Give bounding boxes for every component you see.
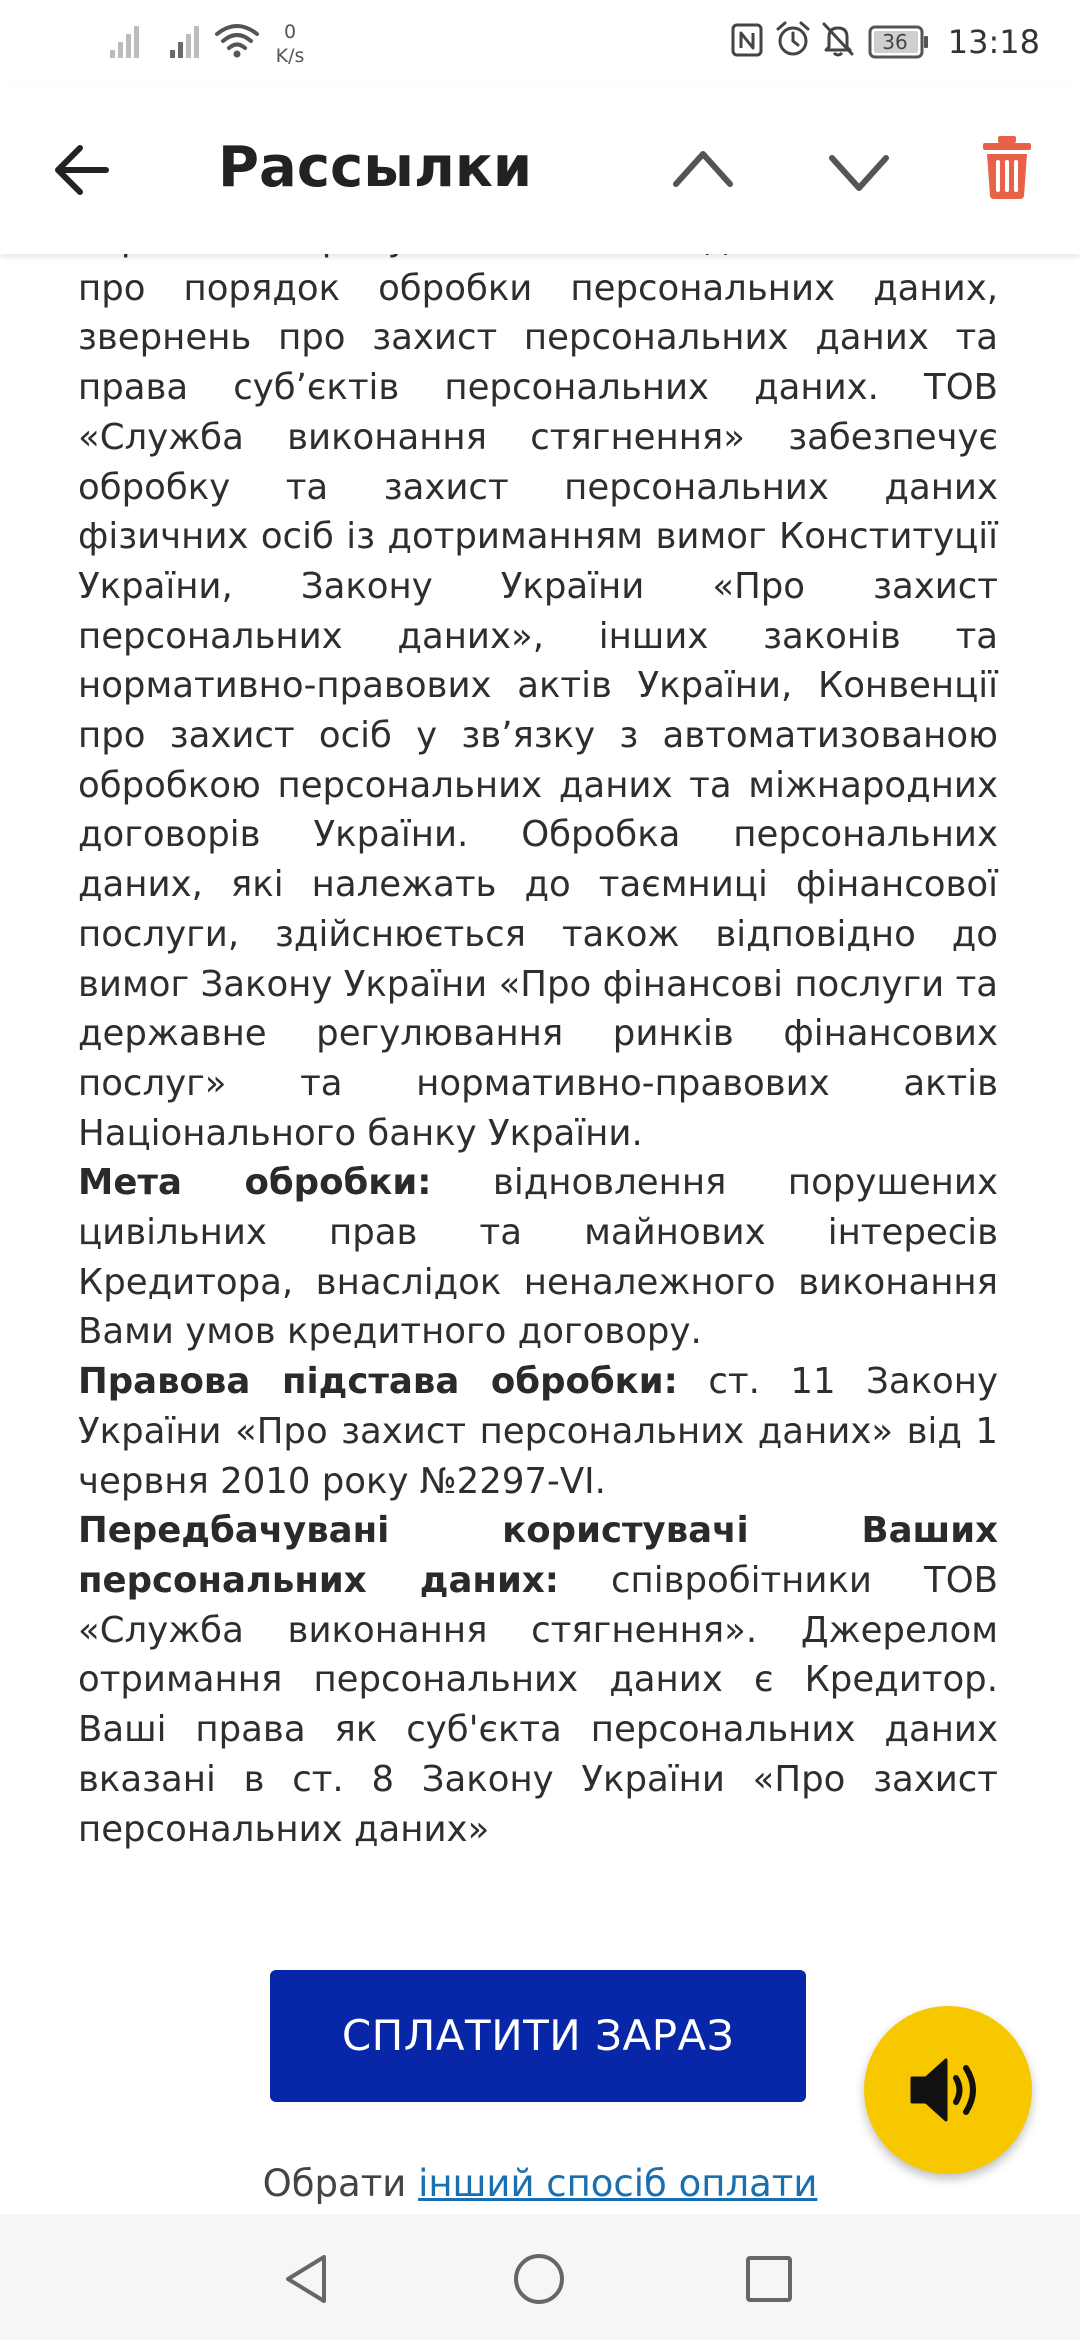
legal-basis-text: ст. 11 Закону України «Про захист персональних даних» від 1 червня 2010 року №2297-VI. (78, 1361, 998, 1502)
alarm-icon (774, 20, 812, 62)
arrow-left-icon (50, 140, 116, 200)
back-button[interactable] (50, 140, 116, 200)
processing-purpose-text: відновлення порушених цивільних прав та майнових інтересів Кредитора, внаслідок неналежного виконання Вами умов кредитного договору. (78, 1162, 998, 1353)
triangle-back-icon (282, 2252, 332, 2306)
network-speed (268, 20, 312, 68)
system-recents-button[interactable] (744, 2254, 794, 2304)
network-speed-value: 0 (283, 21, 297, 43)
delete-button[interactable] (980, 134, 1034, 200)
legal-basis-label: Правова підстава обробки: (78, 1361, 678, 1403)
circle-home-icon (512, 2252, 566, 2306)
alt-payment-prefix: Обрати (262, 2162, 407, 2205)
chevron-down-icon (826, 150, 892, 198)
pay-now-button[interactable]: СПЛАТИТИ ЗАРАЗ (270, 1970, 806, 2102)
nfc-icon (730, 22, 764, 62)
chevron-up-icon (670, 144, 736, 192)
speaker-icon (908, 2054, 988, 2126)
mute-bell-icon (820, 20, 856, 62)
battery-icon (868, 20, 934, 64)
system-home-button[interactable] (512, 2252, 566, 2306)
message-intro: про порядок обробки персональних даних, звернень про захист персональних даних та права суб’єктів персональних даних. ТОВ «Служба виконання стягнення» забезпечує обробку та захист персональних даних фізичних осіб із дотриманням вимог Конституції України, Закону України «Про захист персональних даних», інших законів та нормативно-правових актів України, Конвенції про захист осіб у зв’язку з автоматизованою обробкою персональних даних та міжнародних договорів України. Обробка персональних даних, які належать до таємниці фінансової послуги, здійснюється також відповідно до вимог Закону України «Про фінансові послуги та державне регулювання ринків фінансових послуг» та нормативно-правових актів Національного банку України. (78, 267, 998, 1154)
system-nav-bar (0, 2214, 1080, 2340)
signal-2-icon (168, 22, 204, 64)
trash-icon (980, 134, 1034, 200)
signal-1-icon (108, 22, 144, 64)
processing-purpose (78, 1158, 998, 1357)
network-speed-unit: K/s (275, 45, 305, 67)
status-bar (0, 0, 1080, 84)
processing-purpose-label: Мета обробки: (78, 1162, 432, 1204)
data-users-label: Передбачувані користувачі Ваших персональних даних: (78, 1510, 998, 1601)
message-body (78, 214, 998, 1854)
previous-message-button[interactable] (670, 144, 736, 192)
data-users-text: співробітники ТОВ «Служба виконання стягнення». Джерелом отримання персональних даних є Кредитор. Ваші права як суб'єкта персональних даних вказані в ст. 8 Закону України «Про захист персональних даних» (78, 1559, 998, 1850)
next-message-button[interactable] (826, 150, 892, 198)
status-left (108, 16, 328, 70)
clock: 13:18 (947, 23, 1040, 61)
legal-basis (78, 1357, 998, 1506)
square-recents-icon (744, 2254, 794, 2304)
page-title: Рассылки (218, 135, 533, 200)
data-users (78, 1506, 998, 1854)
sound-button[interactable] (864, 2006, 1032, 2174)
alt-payment-link[interactable]: інший спосіб оплати (418, 2162, 818, 2205)
status-right (730, 16, 1040, 70)
wifi-icon (214, 20, 260, 64)
battery-level: 36 (882, 30, 908, 54)
system-back-button[interactable] (282, 2252, 332, 2306)
app-bar (0, 84, 1080, 254)
